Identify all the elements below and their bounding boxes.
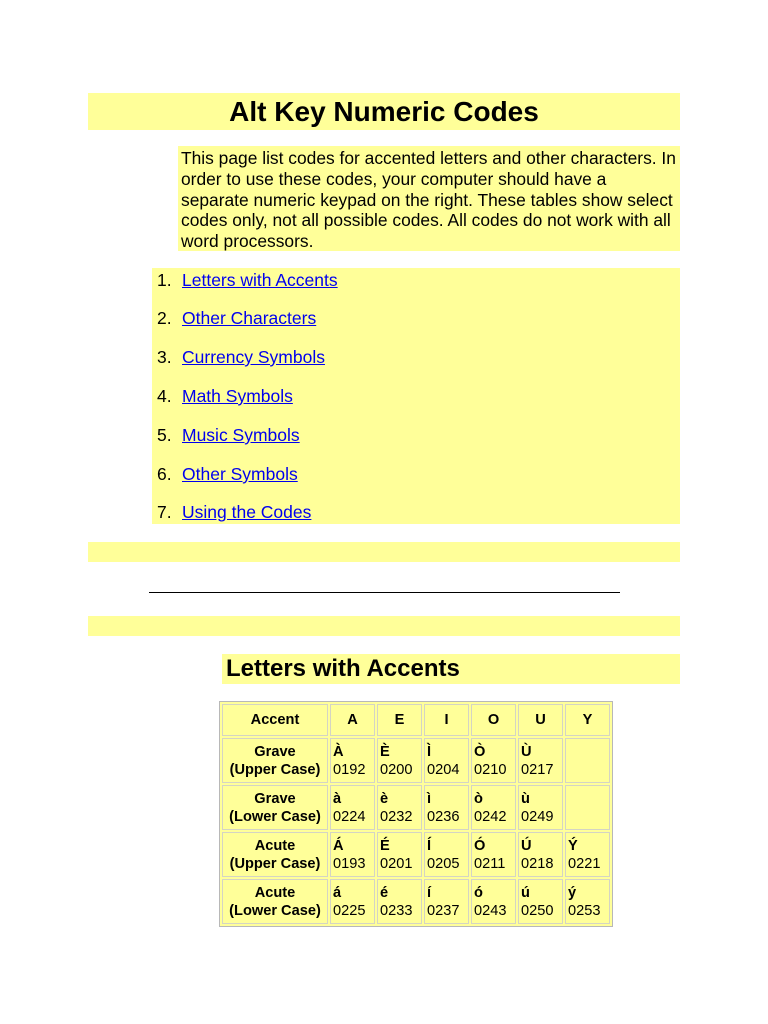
code-cell [565, 832, 610, 877]
code-cell [330, 832, 375, 877]
alt-code: 0236 [427, 808, 460, 825]
character: É [380, 837, 390, 854]
code-cell [424, 738, 469, 783]
code-cell [518, 738, 563, 783]
alt-code: 0243 [474, 902, 507, 919]
character: í [427, 884, 432, 901]
character: Í [427, 837, 432, 854]
alt-code: 0253 [568, 902, 601, 919]
column-header-accent: Accent [222, 704, 328, 736]
alt-code: 0232 [380, 808, 413, 825]
table-row [222, 738, 610, 783]
alt-code: 0205 [427, 855, 460, 872]
alt-code: 0192 [333, 761, 366, 778]
character: ó [474, 884, 483, 901]
code-cell [471, 879, 516, 924]
case-label: (Lower Case) [229, 902, 321, 919]
character: ì [427, 790, 432, 807]
alt-code: 0224 [333, 808, 366, 825]
table-row [222, 785, 610, 830]
character: À [333, 743, 344, 760]
alt-code: 0250 [521, 902, 554, 919]
code-cell [424, 879, 469, 924]
row-header [222, 738, 328, 783]
separator-band [88, 542, 680, 562]
code-cell [377, 785, 422, 830]
code-cell [330, 785, 375, 830]
code-cell [471, 738, 516, 783]
toc-number: 1. [157, 270, 172, 290]
alt-code: 0217 [521, 761, 554, 778]
case-label: (Upper Case) [229, 761, 321, 778]
character: ò [474, 790, 483, 807]
toc-number: 4. [157, 386, 172, 406]
character: È [380, 743, 390, 760]
alt-code: 0233 [380, 902, 413, 919]
toc-link-letters-with-accents[interactable]: Letters with Accents [182, 270, 338, 290]
toc-link-music-symbols[interactable]: Music Symbols [182, 425, 300, 445]
alt-code: 0204 [427, 761, 460, 778]
toc-link-currency-symbols[interactable]: Currency Symbols [182, 347, 325, 367]
character: Ò [474, 743, 486, 760]
code-cell [471, 785, 516, 830]
alt-code: 0200 [380, 761, 413, 778]
code-cell [565, 738, 610, 783]
toc-number: 5. [157, 425, 172, 445]
character: Ì [427, 743, 432, 760]
accents-table [219, 701, 613, 927]
case-label: (Lower Case) [229, 808, 321, 825]
row-header [222, 785, 328, 830]
code-cell [518, 785, 563, 830]
alt-code: 0210 [474, 761, 507, 778]
alt-code: 0249 [521, 808, 554, 825]
column-header-o: O [471, 704, 516, 736]
character: Ù [521, 743, 532, 760]
table-row [222, 832, 610, 877]
toc-number: 7. [157, 502, 172, 522]
character: Ó [474, 837, 486, 854]
alt-code: 0237 [427, 902, 460, 919]
character: Á [333, 837, 344, 854]
code-cell [377, 879, 422, 924]
accent-name: Acute [254, 837, 296, 854]
alt-code: 0221 [568, 855, 601, 872]
toc-link-using-the-codes[interactable]: Using the Codes [182, 502, 312, 522]
toc-link-other-characters[interactable]: Other Characters [182, 308, 317, 328]
code-cell [518, 879, 563, 924]
table-header-row [222, 704, 610, 736]
character: è [380, 790, 389, 807]
code-cell [377, 832, 422, 877]
code-cell [424, 785, 469, 830]
code-cell [565, 879, 610, 924]
column-header-y: Y [565, 704, 610, 736]
character: é [380, 884, 389, 901]
row-header [222, 879, 328, 924]
alt-code: 0211 [474, 855, 506, 872]
accent-name: Grave [254, 743, 296, 760]
accent-name: Grave [254, 790, 296, 807]
alt-code: 0242 [474, 808, 507, 825]
code-cell [330, 879, 375, 924]
code-cell [565, 785, 610, 830]
case-label: (Upper Case) [229, 855, 321, 872]
toc-link-math-symbols[interactable]: Math Symbols [182, 386, 293, 406]
section-title: Letters with Accents [226, 655, 460, 682]
code-cell [330, 738, 375, 783]
toc-number: 2. [157, 308, 172, 328]
toc-number: 6. [157, 464, 172, 484]
character: á [333, 884, 342, 901]
table-row [222, 879, 610, 924]
code-cell [471, 832, 516, 877]
toc-link-other-symbols[interactable]: Other Symbols [182, 464, 298, 484]
column-header-i: I [424, 704, 469, 736]
character: ù [521, 790, 530, 807]
character: ý [568, 884, 577, 901]
toc-number: 3. [157, 347, 172, 367]
alt-code: 0225 [333, 902, 366, 919]
page-title: Alt Key Numeric Codes [229, 96, 539, 127]
character: Ú [521, 837, 532, 854]
alt-code: 0193 [333, 855, 366, 872]
horizontal-rule [149, 592, 620, 593]
code-cell [518, 832, 563, 877]
column-header-e: E [377, 704, 422, 736]
column-header-u: U [518, 704, 563, 736]
character: ú [521, 884, 530, 901]
character: Ý [568, 837, 578, 854]
accent-name: Acute [254, 884, 296, 901]
character: à [333, 790, 342, 807]
intro-text: This page list codes for accented letters and other characters. In order to use these codes, your computer should have a separate numeric keypad on the right. These tables show select codes only, not all possible codes. All codes do not work with all word processors. [181, 148, 676, 252]
code-cell [424, 832, 469, 877]
code-cell [377, 738, 422, 783]
alt-code: 0201 [380, 855, 413, 872]
column-header-a: A [330, 704, 375, 736]
row-header [222, 832, 328, 877]
alt-code: 0218 [521, 855, 554, 872]
separator-band [88, 616, 680, 636]
